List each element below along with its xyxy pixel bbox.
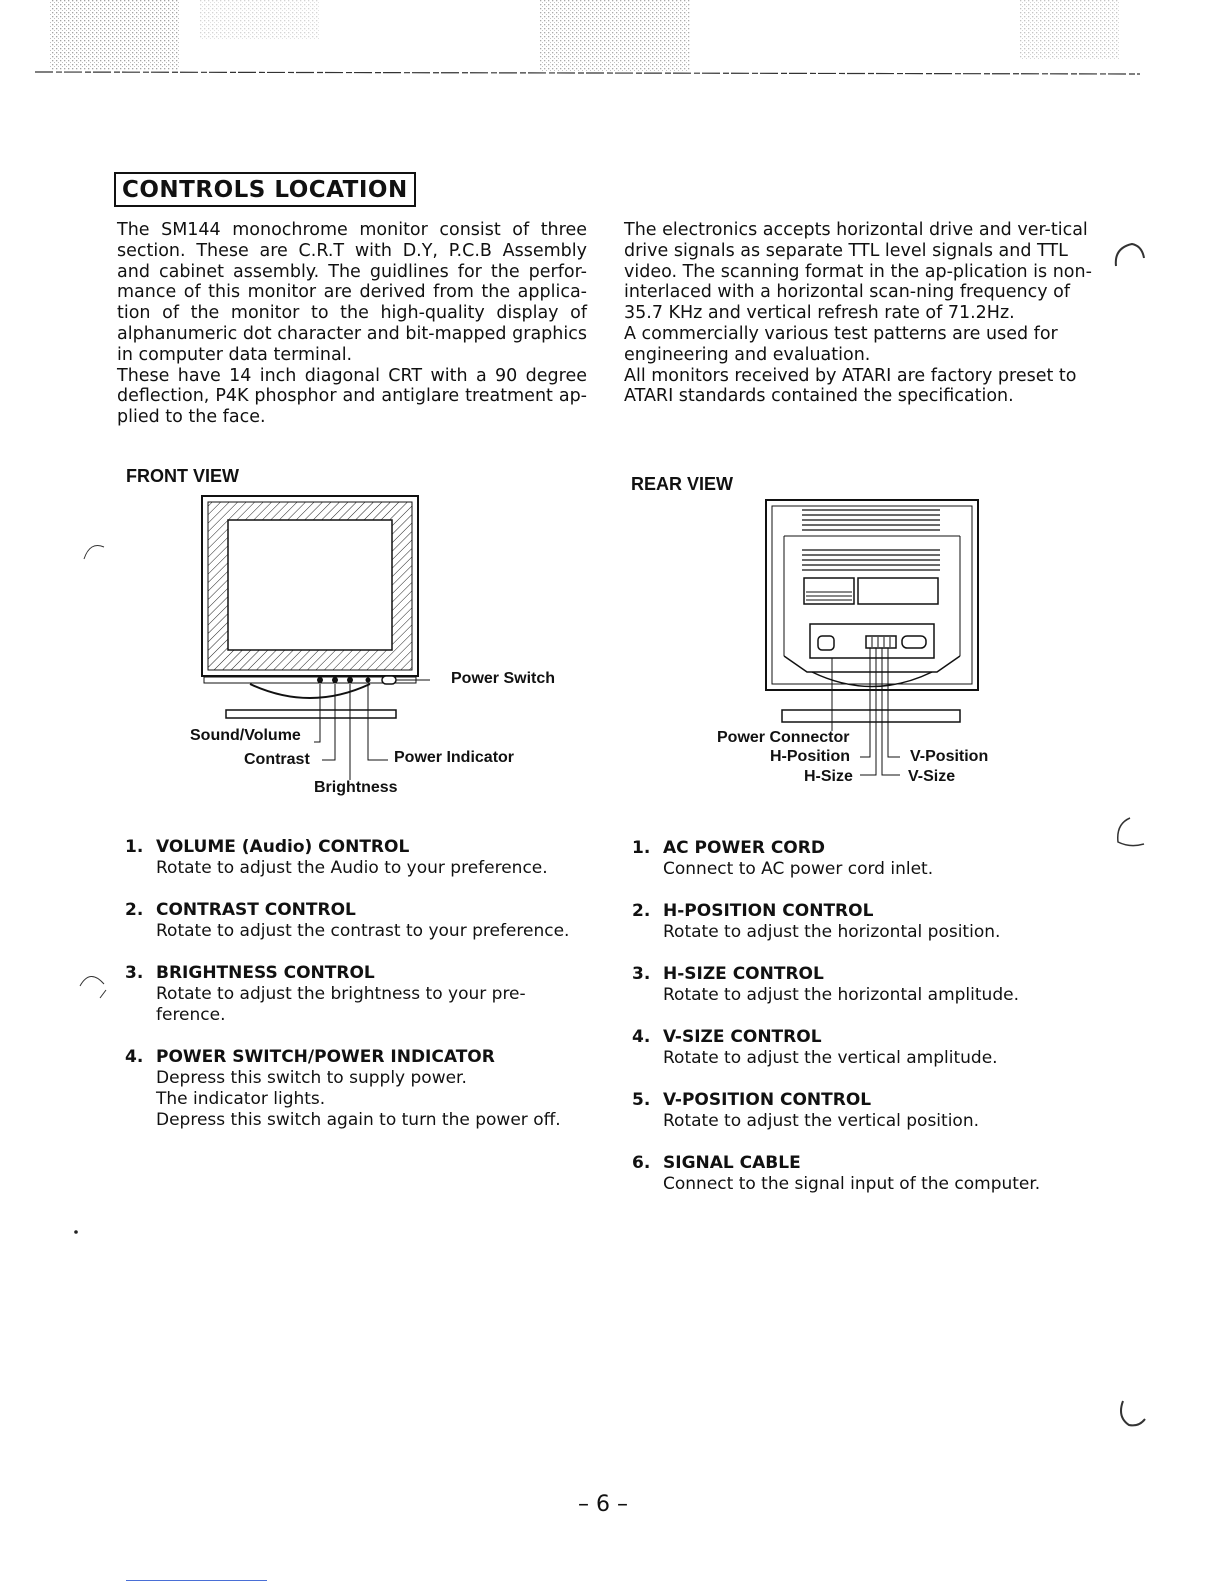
rear-item-ac-power-cord — [632, 838, 1083, 880]
intro-left-paragraph-2: These have 14 inch diagonal CRT with a 90 degree deflection, P4K phosphor and antiglare treatment ap-plied to the face. — [117, 365, 587, 428]
label-v-size: V-Size — [908, 768, 956, 785]
label-brightness: Brightness — [314, 779, 398, 796]
item-number: 3. — [632, 964, 651, 984]
item-description: Connect to the signal input of the computer. — [663, 1174, 1041, 1194]
intro-right-paragraph-1: The electronics accepts horizontal drive and ver-tical drive signals as separate TTL level signals and TTL video. The scanning format in the ap-plication is non-interlaced with a horizontal scan-ning frequency of 35.7 KHz and vertical refresh rate of 71.2Hz. — [624, 220, 1092, 324]
scan-mark — [1110, 236, 1150, 276]
front-item-contrast — [125, 900, 586, 942]
label-h-size: H-Size — [804, 768, 853, 785]
rear-item-h-size — [632, 964, 1083, 1006]
label-power-connector: Power Connector — [717, 729, 850, 746]
item-description: Connect to AC power cord inlet. — [663, 859, 934, 879]
rear-item-v-position — [632, 1090, 1083, 1132]
label-power-switch: Power Switch — [451, 670, 556, 687]
front-item-volume — [125, 837, 576, 879]
scan-mark — [1110, 812, 1150, 852]
rear-item-v-size — [632, 1027, 1083, 1069]
label-v-position: V-Position — [910, 748, 989, 765]
item-title: H-POSITION CONTROL — [663, 901, 874, 921]
rear-item-h-position — [632, 901, 1083, 943]
item-title: AC POWER CORD — [663, 838, 825, 858]
item-title: V-SIZE CONTROL — [663, 1027, 822, 1047]
item-description: Rotate to adjust the horizontal amplitude. — [663, 985, 1019, 1005]
item-number: 1. — [632, 838, 651, 858]
item-description: Rotate to adjust the vertical position. — [663, 1111, 979, 1131]
page-number: – 6 – — [578, 1492, 628, 1517]
scan-mark — [1115, 1395, 1155, 1435]
scan-noise-header — [0, 0, 1225, 90]
item-number: 3. — [125, 963, 144, 983]
scan-mark — [80, 535, 120, 565]
item-number: 1. — [125, 837, 144, 857]
intro-right-text — [624, 220, 1094, 407]
intro-right-paragraph-3: All monitors received by ATARI are factory preset to ATARI standards contained the specification. — [624, 365, 1077, 407]
intro-left-text — [117, 220, 587, 428]
item-description-1: Depress this switch to supply power. — [156, 1068, 467, 1088]
rear-item-signal-cable — [632, 1153, 1083, 1195]
intro-left-paragraph-1: The SM144 monochrome monitor consist of three section. These are C.R.T with D.Y, P.C.B Assembly and cabinet assembly. The guidlines for the perfor-mance of this monitor are derived from the applica-tion of the monitor to the high-quality display of alphanumeric dot character and bit-mapped graphics in computer data terminal. — [117, 220, 587, 365]
item-title: CONTRAST CONTROL — [156, 900, 356, 920]
scan-mark — [72, 1228, 80, 1236]
label-h-position: H-Position — [770, 748, 850, 765]
intro-right-paragraph-2: A commercially various test patterns are used for engineering and evaluation. — [624, 323, 1058, 365]
label-sound-volume: Sound/Volume — [190, 727, 301, 744]
label-contrast: Contrast — [244, 751, 310, 768]
rear-view-monitor-drawing — [762, 496, 982, 731]
item-title: H-SIZE CONTROL — [663, 964, 824, 984]
front-view-heading: FRONT VIEW — [126, 466, 239, 486]
rear-view-heading: REAR VIEW — [631, 474, 734, 494]
item-title: VOLUME (Audio) CONTROL — [156, 837, 410, 857]
item-description-3: Depress this switch again to turn the power off. — [156, 1110, 561, 1130]
front-item-power-switch — [125, 1047, 576, 1131]
item-number: 2. — [125, 900, 144, 920]
item-number: 4. — [125, 1047, 144, 1067]
rear-view-leader-lines — [855, 731, 915, 781]
item-description-2: The indicator lights. — [156, 1089, 326, 1109]
item-title: POWER SWITCH/POWER INDICATOR — [156, 1047, 495, 1067]
item-description: Rotate to adjust the brightness to your pre-ference. — [156, 984, 526, 1025]
item-description: Rotate to adjust the vertical amplitude. — [663, 1048, 998, 1068]
page-title: CONTROLS LOCATION — [114, 172, 416, 207]
item-title: BRIGHTNESS CONTROL — [156, 963, 375, 983]
footer-underline — [126, 1580, 267, 1581]
item-number: 5. — [632, 1090, 651, 1110]
item-number: 6. — [632, 1153, 651, 1173]
item-number: 4. — [632, 1027, 651, 1047]
item-description: Rotate to adjust the Audio to your preference. — [156, 858, 548, 878]
item-description: Rotate to adjust the contrast to your preference. — [156, 921, 570, 941]
item-title: SIGNAL CABLE — [663, 1153, 801, 1173]
item-title: V-POSITION CONTROL — [663, 1090, 872, 1110]
front-item-brightness — [125, 963, 556, 1026]
scan-mark — [76, 966, 116, 1006]
item-description: Rotate to adjust the horizontal position. — [663, 922, 1001, 942]
item-number: 2. — [632, 901, 651, 921]
front-view-monitor-drawing — [190, 490, 430, 730]
label-power-indicator: Power Indicator — [394, 749, 515, 766]
